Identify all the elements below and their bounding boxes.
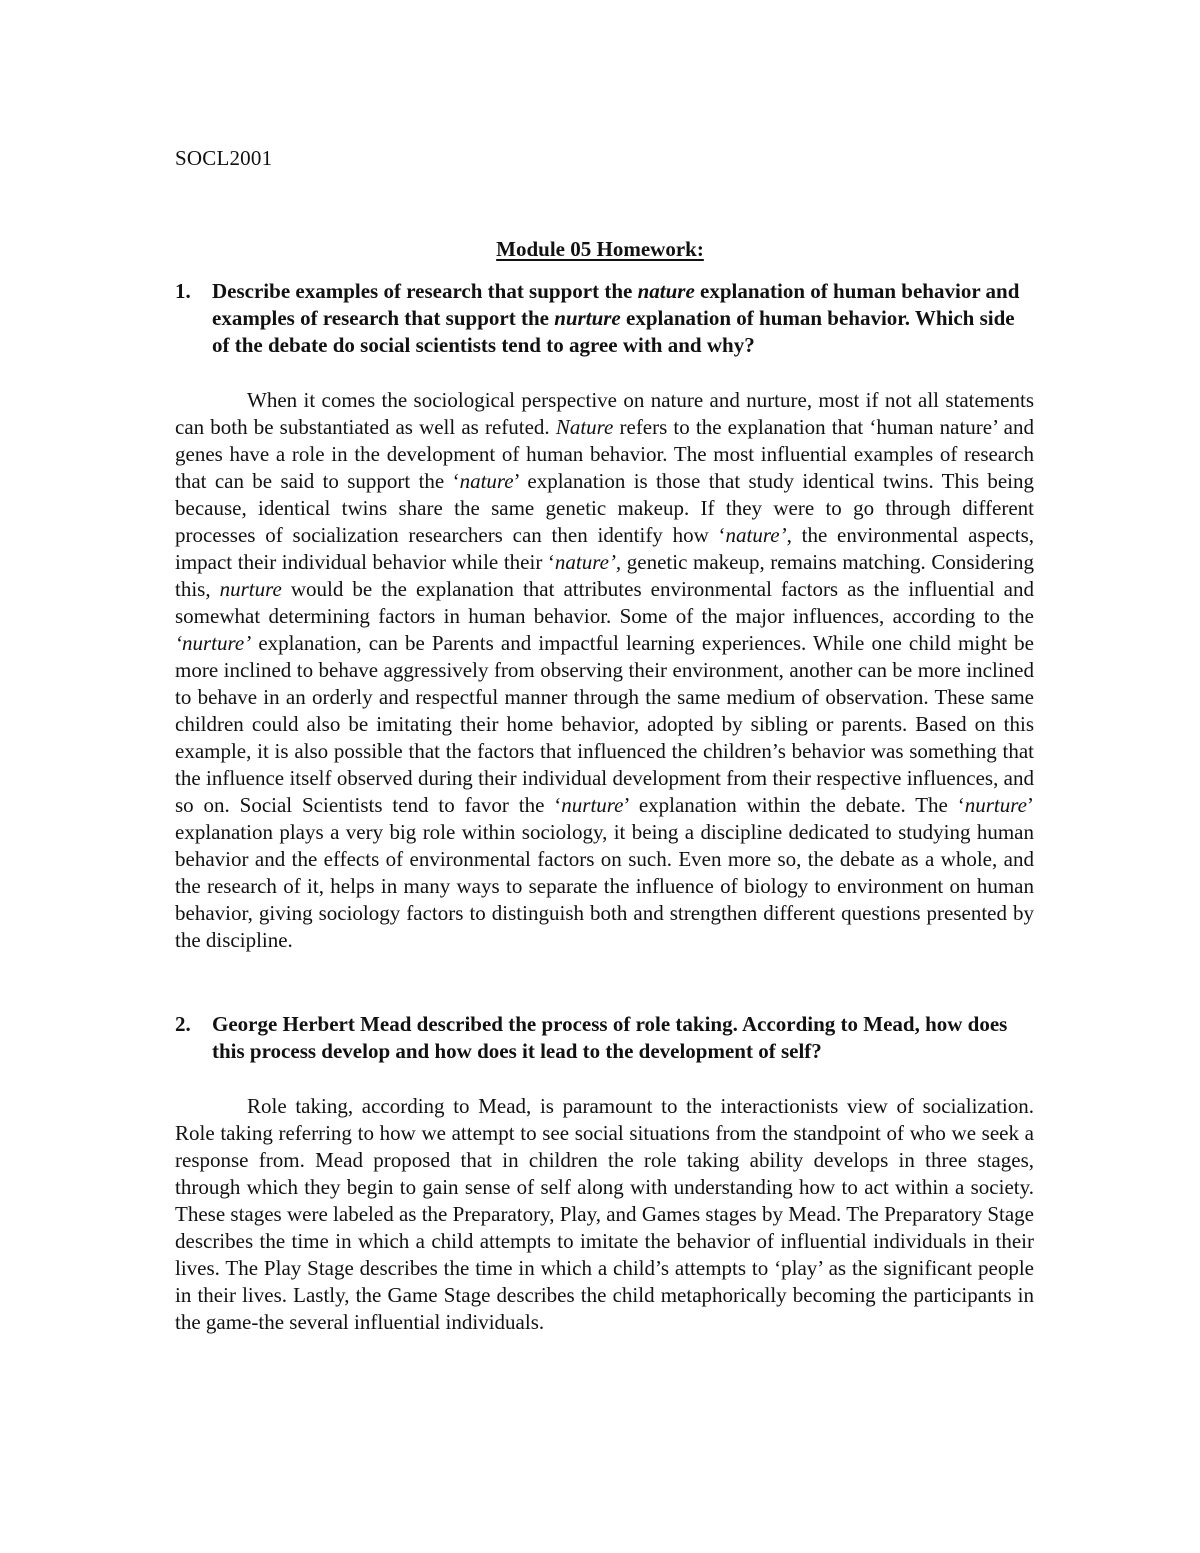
question-1 [175, 278, 1035, 359]
emphasis-term: nature [637, 279, 695, 303]
question-number: 1. [175, 279, 191, 303]
page-title: Module 05 Homework: [496, 237, 704, 261]
question-text: George Herbert Mead described the process of role taking. According to Mead, how does this process develop and how does it lead to the development of self? [212, 1012, 1008, 1063]
question-text: Describe examples of research that support the nature explanation of human behavior and examples of research that support the nurture explanation of human behavior. Which side of the debate do social scientists tend to agree with and why? [212, 279, 1020, 357]
answer-1: When it comes the sociological perspective on nature and nurture, most if not all statements can both be substantiated as well as refuted. Nature refers to the explanation that ‘human nature’ and genes have a role in the development of human behavior. The most influential examples of research that can be said to support the ‘nature’ explanation is those that study identical twins. This being because, identical twins share the same genetic makeup. If they were to go through different processes of socialization researchers can then identify how ‘nature’, the environmental aspects, impact their individual behavior while their ‘nature’, genetic makeup, remains matching. Considering this, nurture would be the explanation that attributes environmental factors as the influential and somewhat determining factors in human behavior. Some of the major influences, according to the ‘nurture’ explanation, can be Parents and impactful learning experiences. While one child might be more inclined to behave aggressively from observing their environment, another can be more inclined to behave in an orderly and respectful manner through the same medium of observation. These same children could also be imitating their home behavior, adopted by sibling or parents. Based on this example, it is also possible that the factors that influenced the children’s behavior was something that the influence itself observed during their individual development from their respective influences, and so on. Social Scientists tend to favor the ‘nurture’ explanation within the debate. The ‘nurture’ explanation plays a very big role within sociology, it being a discipline dedicated to studying human behavior and the effects of environmental factors on such. Even more so, the debate as a whole, and the research of it, helps in many ways to separate the influence of biology to environment on human behavior, giving sociology factors to distinguish both and strengthen different questions presented by the discipline. [175, 388, 1035, 952]
emphasis-term: nurture [554, 306, 621, 330]
question-2 [175, 1011, 1035, 1065]
answer-2: Role taking, according to Mead, is paramount to the interactionists view of socialization. Role taking referring to how we attempt to see social situations from the standpoint of who we seek a response from. Mead proposed that in children the role taking ability develops in three stages, through which they begin to gain sense of self along with understanding how to act within a society. These stages were labeled as the Preparatory, Play, and Games stages by Mead. The Preparatory Stage describes the time in which a child attempts to imitate the behavior of influential individuals in their lives. The Play Stage describes the time in which a child’s attempts to ‘play’ as the significant people in their lives. Lastly, the Game Stage describes the child metaphorically becoming the participants in the game-the several influential individuals. [175, 1094, 1034, 1334]
question-number: 2. [175, 1012, 191, 1036]
course-code: SOCL2001 [175, 146, 273, 170]
